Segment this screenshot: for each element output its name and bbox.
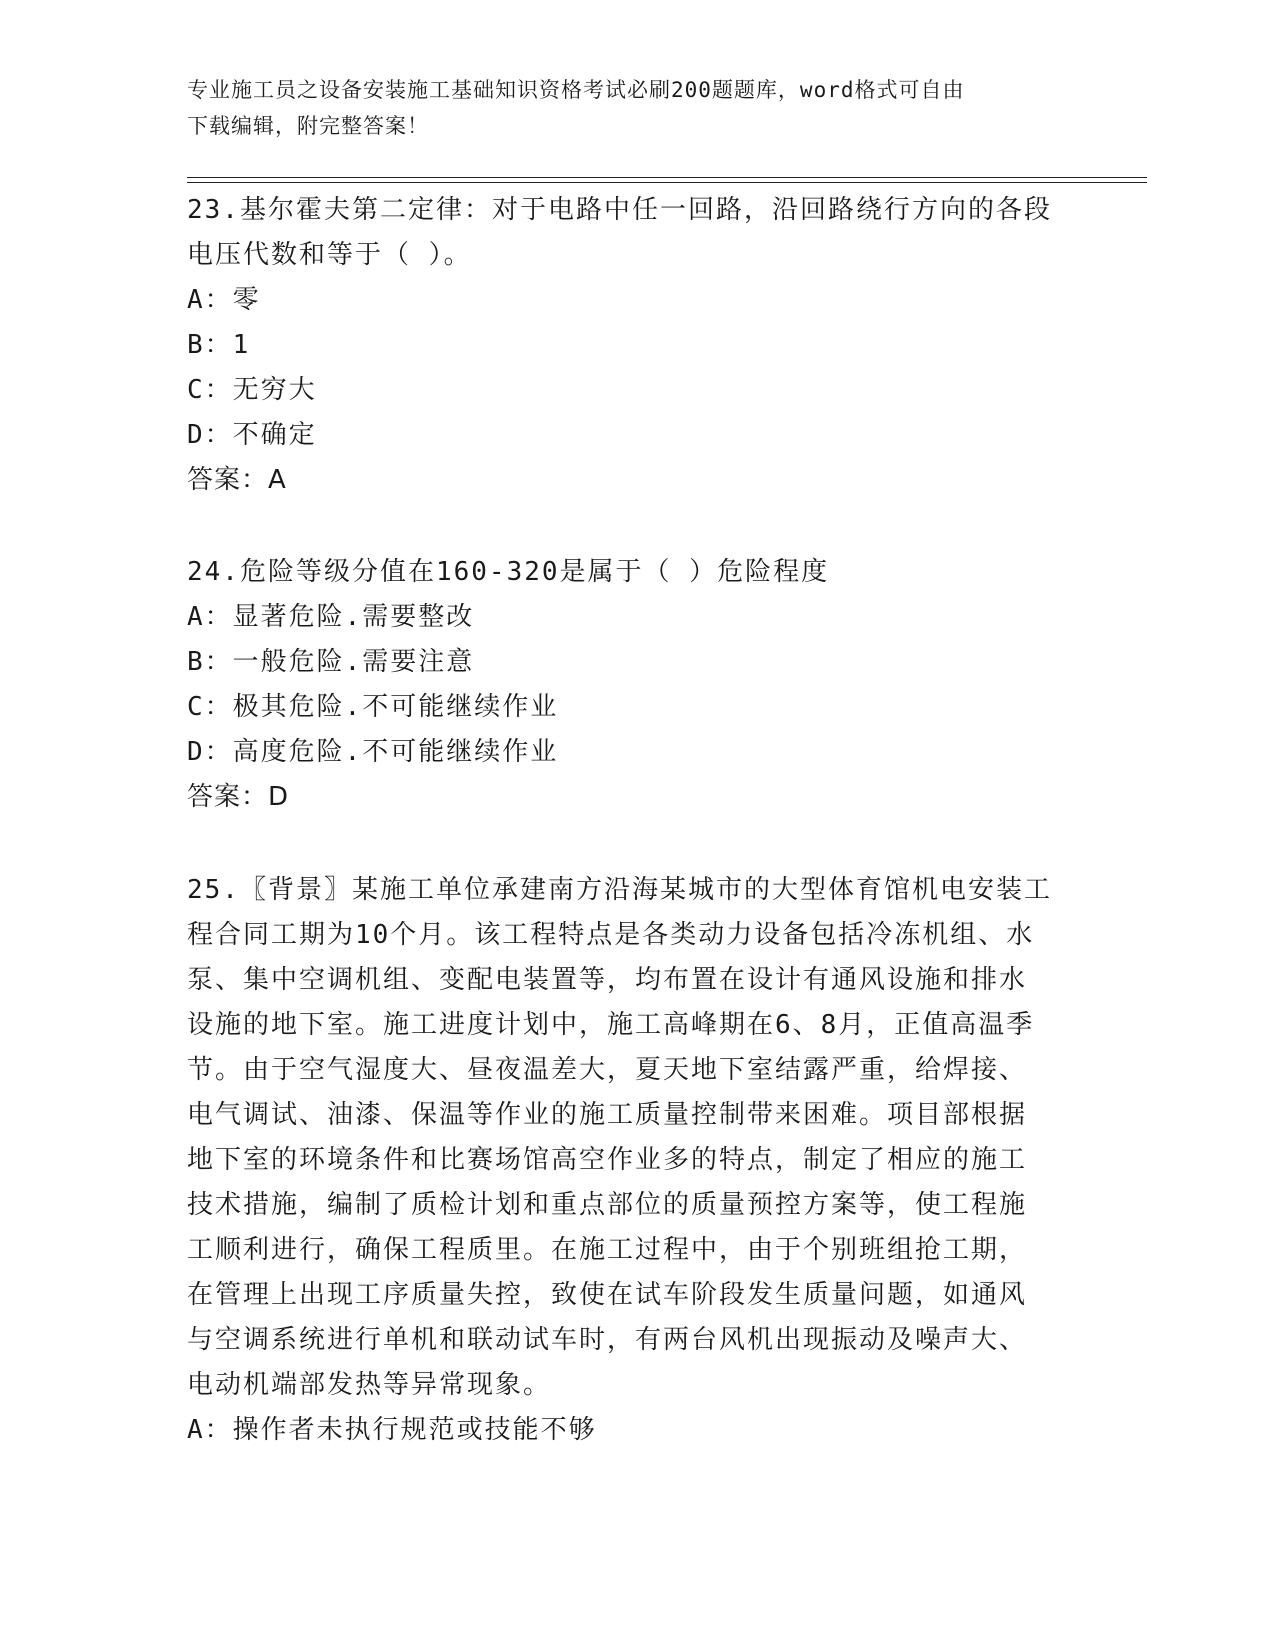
- answer-line: 答案：A: [187, 465, 287, 495]
- question-stem-line: 工顺利进行，确保工程质里。在施工过程中，由于个别班组抢工期，: [187, 1235, 1028, 1265]
- question-stem-line: 节。由于空气湿度大、昼夜温差大，夏天地下室结露严重，给焊接、: [187, 1055, 1028, 1085]
- option-d: D：高度危险.不可能继续作业: [187, 737, 559, 767]
- question-stem-line: 电压代数和等于（ ）。: [187, 240, 472, 270]
- question-stem-line: 在管理上出现工序质量失控，致使在试车阶段发生质量问题，如通风: [187, 1280, 1028, 1310]
- question-24: [187, 550, 1067, 820]
- header-divider-bottom: [187, 182, 1147, 183]
- question-stem-line: 与空调系统进行单机和联动试车时，有两台风机出现振动及噪声大、: [187, 1325, 1028, 1355]
- question-stem-line: 24.危险等级分值在160-320是属于（ ）危险程度: [187, 557, 830, 587]
- question-stem-line: 电动机端部发热等异常现象。: [187, 1370, 552, 1400]
- question-stem-line: 设施的地下室。施工进度计划中，施工高峰期在6、8月，正值高温季: [187, 1010, 1035, 1040]
- question-stem-line: 地下室的环境条件和比赛场馆高空作业多的特点，制定了相应的施工: [187, 1145, 1028, 1175]
- header-divider-top: [187, 177, 1147, 178]
- question-stem-line: 程合同工期为10个月。该工程特点是各类动力设备包括冷冻机组、水: [187, 920, 1035, 950]
- question-stem-line: 技术措施，编制了质检计划和重点部位的质量预控方案等，使工程施: [187, 1190, 1028, 1220]
- question-stem-line: 泵、集中空调机组、变配电装置等，均布置在设计有通风设施和排水: [187, 965, 1028, 995]
- option-a: A：操作者未执行规范或技能不够: [187, 1415, 597, 1445]
- question-stem-line: 电气调试、油漆、保温等作业的施工质量控制带来困难。项目部根据: [187, 1100, 1028, 1130]
- option-d: D：不确定: [187, 420, 317, 450]
- header-line-2: 下载编辑，附完整答案！: [187, 114, 429, 138]
- option-b: B：一般危险.需要注意: [187, 647, 475, 677]
- option-c: C：无穷大: [187, 375, 317, 405]
- answer-line: 答案：D: [187, 782, 290, 812]
- header-line-1: 专业施工员之设备安装施工基础知识资格考试必刷200题题库，word格式可自由: [187, 78, 965, 102]
- question-stem-line: 25.〖背景〗某施工单位承建南方沿海某城市的大型体育馆机电安装工: [187, 875, 1052, 905]
- option-b: B：1: [187, 330, 251, 360]
- option-a: A：零: [187, 285, 261, 315]
- question-23: [187, 188, 1067, 503]
- document-header: [187, 72, 1087, 144]
- option-c: C：极其危险.不可能继续作业: [187, 692, 559, 722]
- question-25: [187, 868, 1067, 1453]
- option-a: A：显著危险.需要整改: [187, 602, 475, 632]
- question-stem-line: 23.基尔霍夫第二定律：对于电路中任一回路，沿回路绕行方向的各段: [187, 195, 1052, 225]
